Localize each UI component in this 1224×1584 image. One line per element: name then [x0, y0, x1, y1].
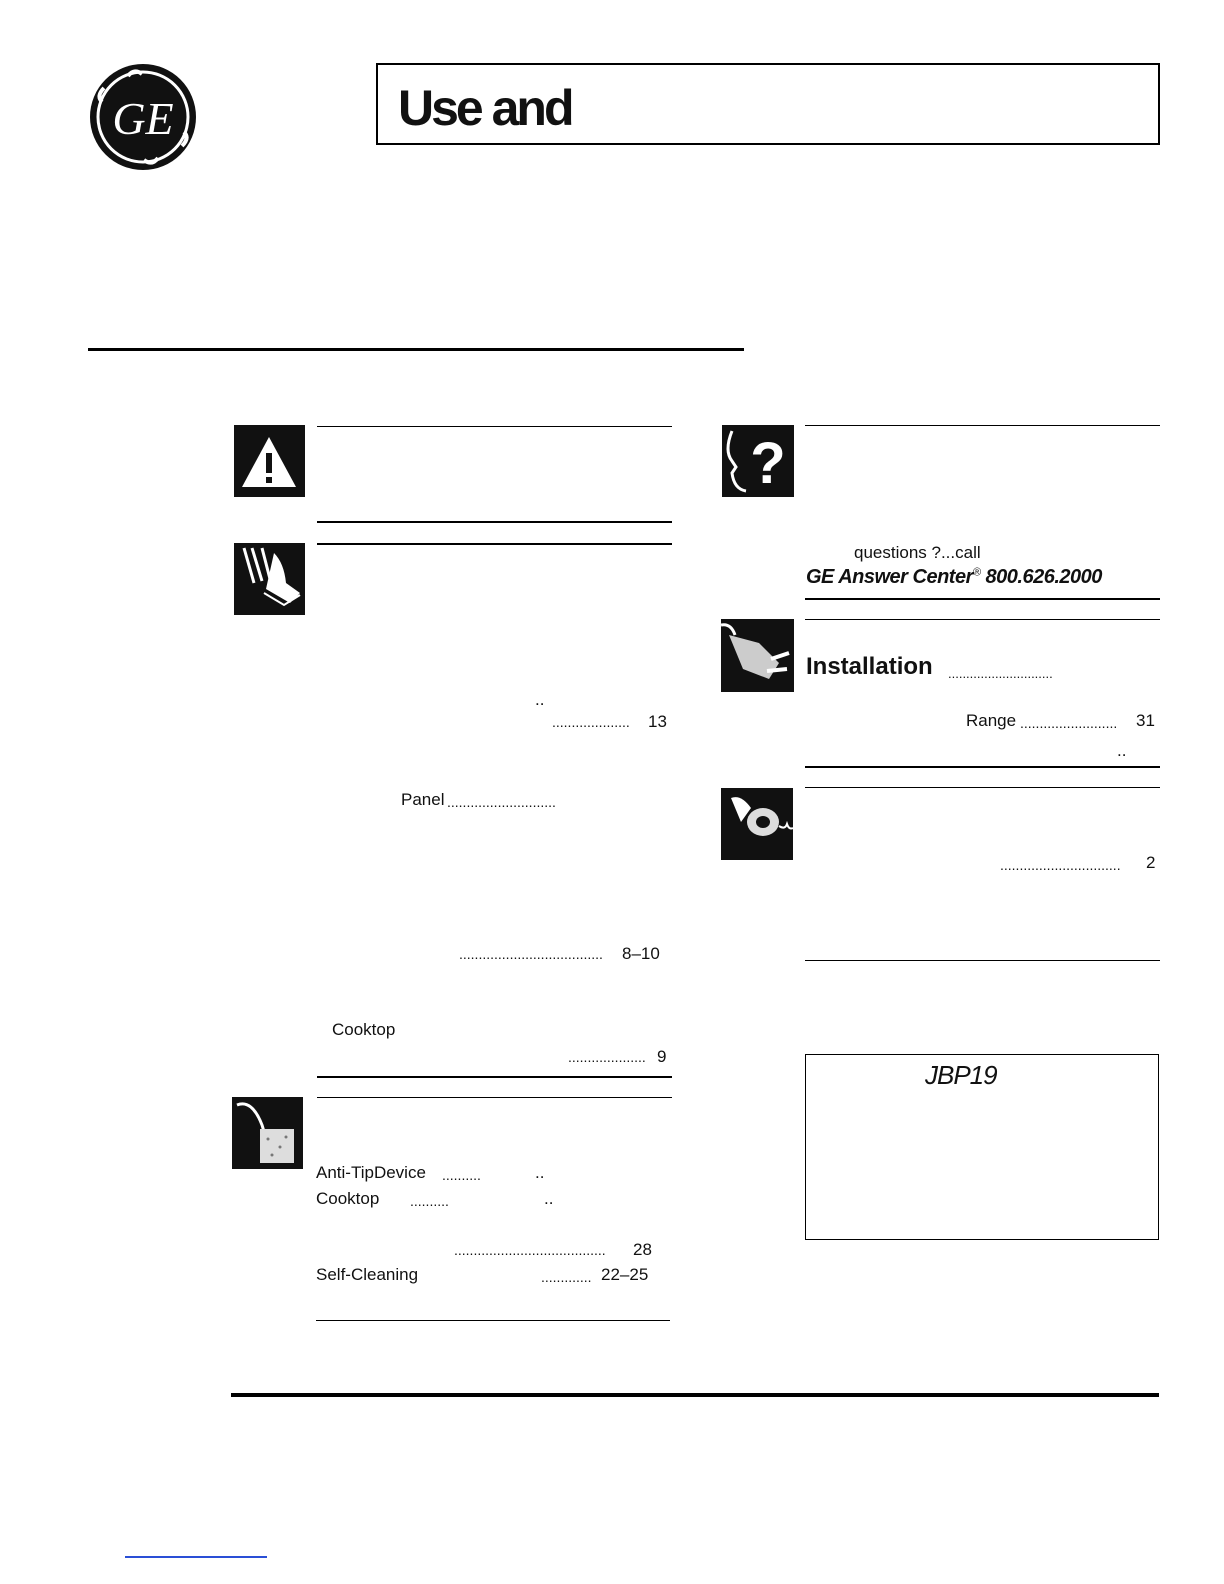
answer-center-phone: 800.626.2000: [985, 566, 1102, 588]
installation-range-dots: .........................: [1020, 715, 1118, 731]
care-top-rule: [317, 1097, 672, 1098]
use-item-13-page: 13: [648, 712, 667, 731]
question-face-icon: [722, 425, 794, 497]
installation-dots2: ..: [1117, 741, 1127, 760]
installation-heading: Installation: [806, 653, 933, 680]
care-cooktop-dots: ..........: [410, 1193, 449, 1209]
care-anti-tip-dots: ..........: [442, 1167, 481, 1183]
model-number: JBP19: [925, 1060, 997, 1090]
use-top-rule: [317, 543, 672, 545]
care-self-clean-label: Self-Cleaning: [316, 1265, 419, 1284]
care-self-clean-page: 22–25: [601, 1265, 649, 1284]
care-item-28-dots: .......................................: [454, 1242, 606, 1258]
answer-center-name: GE Answer Center: [806, 566, 973, 588]
care-bottom-rule: [316, 1320, 670, 1321]
registered-mark: ®: [972, 566, 981, 579]
ge-logo: [88, 62, 198, 172]
installation-range-label: Range: [966, 711, 1017, 730]
safety-top-rule: [317, 426, 672, 427]
hand-press-icon: [234, 543, 305, 615]
care-item-28-page: 28: [633, 1240, 652, 1259]
footer-rule: [231, 1393, 1159, 1397]
questions-top-rule: [805, 425, 1160, 426]
installation-range-page: 31: [1136, 711, 1155, 730]
repair-page: 2: [1146, 853, 1156, 872]
use-cooktop-label: Cooktop: [332, 1020, 396, 1039]
questions-call-text: questions ?...call: [854, 543, 981, 562]
care-anti-tip-dots2: ..: [535, 1163, 545, 1182]
svg-text:?: ?: [750, 431, 786, 496]
header-rule: [88, 348, 744, 351]
repair-bottom-rule: [805, 960, 1160, 961]
care-cooktop-label: Cooktop: [316, 1189, 380, 1208]
logo-letters: GE: [112, 93, 174, 144]
use-dots-a: ..: [535, 690, 545, 709]
use-panel-label: Panel: [401, 790, 445, 809]
care-cooktop-dots2: ..: [544, 1189, 554, 1208]
installation-dots: .............................: [948, 666, 1053, 681]
use-item-9-page: 9: [657, 1047, 667, 1066]
use-panel-dots: ............................: [447, 794, 556, 810]
phone-service-icon: [721, 788, 793, 860]
plug-icon: [721, 619, 794, 692]
answer-center-line: [806, 566, 1102, 589]
repair-top-rule: [805, 787, 1160, 788]
installation-bottom-rule: [805, 766, 1160, 768]
use-item-13-dots: ....................: [552, 714, 630, 730]
use-bottom-rule: [317, 1076, 672, 1078]
sponge-cleaning-icon: [232, 1097, 303, 1169]
safety-bottom-rule: [317, 521, 672, 523]
footer-link-underline[interactable]: [125, 1556, 267, 1558]
use-item-8-10-page: 8–10: [622, 944, 660, 963]
questions-bottom-rule: [805, 598, 1160, 600]
installation-top-rule: [805, 619, 1160, 620]
care-self-clean-dots: .............: [541, 1269, 592, 1285]
safety-warning-icon: [234, 425, 305, 497]
repair-dots: ...............................: [1000, 857, 1121, 873]
care-anti-tip-label: Anti-TipDevice: [316, 1163, 426, 1182]
use-item-8-10-dots: .....................................: [459, 946, 603, 962]
use-item-9-dots: ....................: [568, 1049, 646, 1065]
page-title: Use and: [398, 80, 572, 136]
